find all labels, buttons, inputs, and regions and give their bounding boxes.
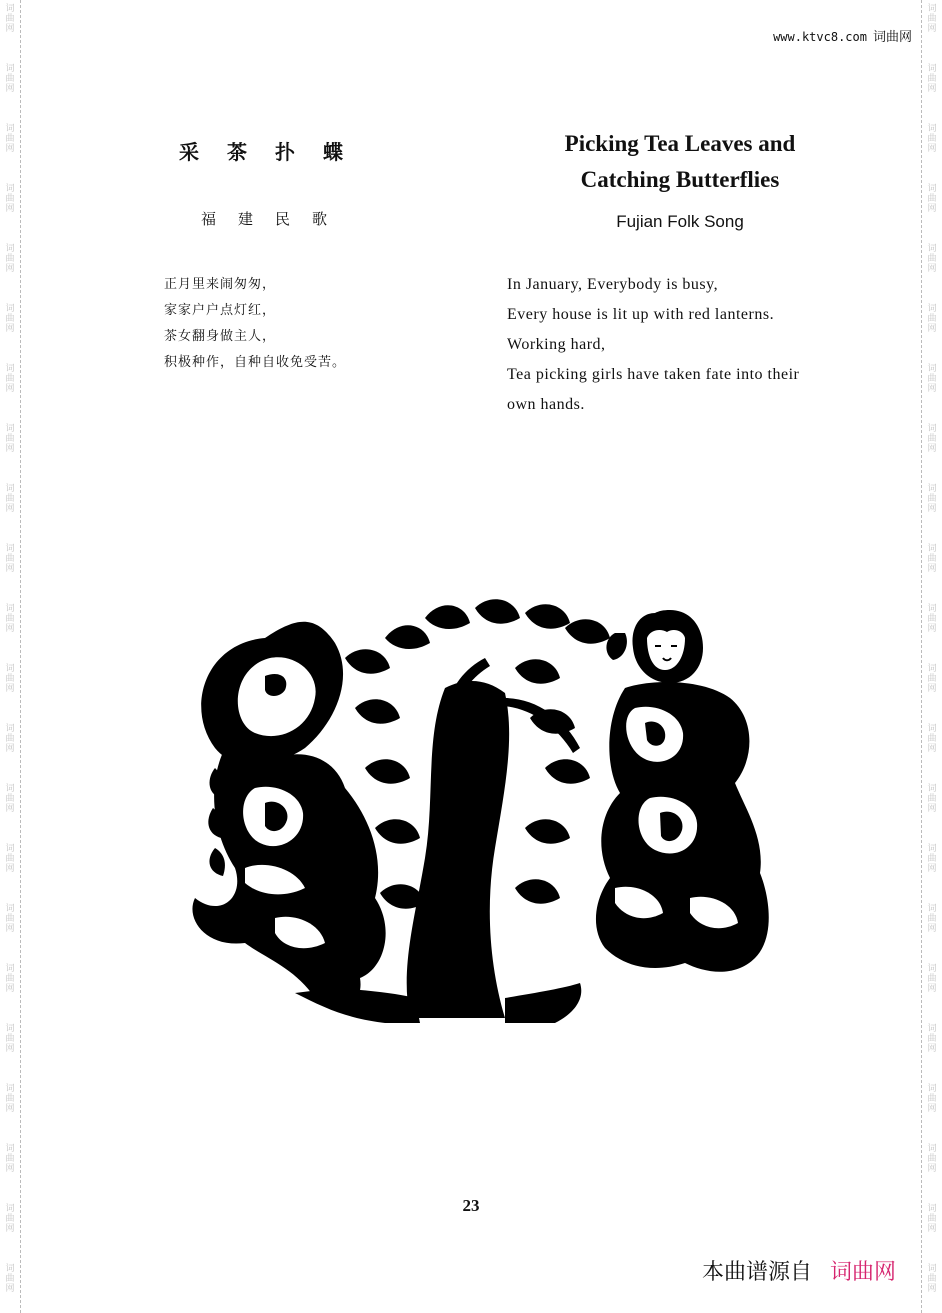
watermark-glyph: 网 [5,264,15,274]
watermark-glyph: 曲 [5,614,15,624]
watermark-glyph: 词 [927,4,937,14]
watermark-glyph: 曲 [927,734,937,744]
watermark-glyph: 曲 [927,614,937,624]
watermark-glyph: 网 [5,1224,15,1234]
watermark-glyph-group [2,1024,18,1054]
watermark-glyph: 网 [927,684,937,694]
chinese-title: 采茶扑蝶 [179,140,371,164]
english-lyric-line: In January, Everybody is busy, [507,276,719,293]
watermark-glyph: 词 [5,424,15,434]
footer-credit[interactable] [702,1255,896,1286]
watermark-glyph: 曲 [5,734,15,744]
watermark-glyph: 曲 [927,554,937,564]
watermark-glyph: 曲 [927,1274,937,1284]
watermark-glyph: 曲 [5,134,15,144]
watermark-glyph-group [2,124,18,154]
watermark-glyph: 网 [927,1164,937,1174]
english-lyric-line: Every house is lit up with red lanterns. [507,306,775,323]
watermark-glyph-group [2,544,18,574]
watermark-glyph-group [924,484,940,514]
watermark-glyph: 曲 [927,194,937,204]
watermark-glyph-group [924,124,940,154]
watermark-glyph: 曲 [927,914,937,924]
chinese-lyric-line: 家家户户点灯红， [164,303,277,318]
watermark-glyph-group [2,424,18,454]
watermark-glyph: 曲 [927,794,937,804]
watermark-glyph: 网 [927,24,937,34]
chinese-subtitle: 福建民歌 [200,210,349,228]
watermark-glyph: 曲 [927,1214,937,1224]
watermark-glyph-group [2,184,18,214]
watermark-glyph: 曲 [5,254,15,264]
watermark-glyph: 词 [5,1144,15,1154]
watermark-glyph: 曲 [5,554,15,564]
watermark-glyph: 词 [5,904,15,914]
watermark-glyph-group [924,964,940,994]
watermark-glyph: 曲 [5,1094,15,1104]
watermark-glyph: 词 [927,724,937,734]
english-lyric-line: Working hard, [507,336,606,353]
watermark-glyph: 词 [5,244,15,254]
watermark-glyph: 词 [927,64,937,74]
watermark-glyph-group [924,244,940,274]
watermark-glyph-group [2,1144,18,1174]
watermark-glyph-group [2,1264,18,1294]
watermark-glyph: 网 [927,264,937,274]
right-watermark-strip [921,0,942,1313]
watermark-glyph: 曲 [5,1034,15,1044]
watermark-glyph: 网 [927,984,937,994]
watermark-glyph: 网 [5,1164,15,1174]
watermark-glyph: 网 [927,204,937,214]
watermark-glyph: 词 [5,784,15,794]
watermark-glyph: 网 [5,204,15,214]
watermark-glyph: 词 [5,64,15,74]
watermark-glyph: 词 [927,124,937,134]
watermark-glyph: 词 [927,664,937,674]
watermark-glyph: 词 [5,1264,15,1274]
watermark-glyph: 网 [5,684,15,694]
watermark-glyph: 词 [5,304,15,314]
watermark-glyph: 词 [927,844,937,854]
footer-brand-link[interactable]: 词曲网 [829,1260,896,1285]
chinese-lyrics [164,272,424,376]
watermark-glyph: 曲 [5,434,15,444]
watermark-glyph: 曲 [927,434,937,444]
watermark-glyph: 曲 [5,854,15,864]
watermark-glyph: 曲 [927,74,937,84]
papercut-illustration [185,598,775,1028]
watermark-glyph: 词 [927,364,937,374]
watermark-glyph: 网 [927,1224,937,1234]
watermark-glyph: 网 [5,1044,15,1054]
watermark-glyph: 曲 [5,674,15,684]
watermark-glyph: 网 [927,384,937,394]
watermark-glyph: 网 [927,1104,937,1114]
english-title [520,126,840,198]
watermark-glyph: 网 [5,444,15,454]
watermark-glyph-group [2,904,18,934]
watermark-glyph: 词 [927,904,937,914]
watermark-glyph-group [2,664,18,694]
watermark-glyph-group [924,184,940,214]
watermark-glyph: 网 [927,924,937,934]
english-lyric-line: Tea picking girls have taken fate into their [507,366,800,383]
watermark-glyph: 曲 [5,14,15,24]
watermark-glyph-group [2,964,18,994]
watermark-glyph: 曲 [927,374,937,384]
watermark-glyph: 网 [927,504,937,514]
watermark-glyph: 网 [5,384,15,394]
watermark-glyph: 词 [927,964,937,974]
page-number: 23 [462,1196,480,1215]
tree-trunk [407,681,509,1018]
watermark-glyph: 网 [5,984,15,994]
footer-credit-text: 本曲谱源自 [701,1260,812,1285]
watermark-glyph: 词 [5,604,15,614]
english-lyric-line: own hands. [507,396,585,413]
watermark-glyph: 曲 [5,914,15,924]
watermark-glyph: 网 [5,804,15,814]
chinese-lyric-line: 积极种作，自种自收免受苦。 [164,355,347,370]
watermark-glyph: 网 [5,744,15,754]
site-name[interactable]: 词曲网 [872,30,912,45]
watermark-glyph: 网 [927,864,937,874]
watermark-glyph: 网 [5,564,15,574]
watermark-glyph: 网 [927,564,937,574]
watermark-glyph: 词 [927,1204,937,1214]
watermark-glyph: 曲 [927,1154,937,1164]
watermark-glyph: 网 [927,444,937,454]
watermark-glyph: 词 [927,184,937,194]
watermark-glyph: 曲 [927,14,937,24]
watermark-glyph: 曲 [5,794,15,804]
watermark-glyph-group [924,904,940,934]
watermark-glyph: 曲 [927,134,937,144]
watermark-glyph: 词 [927,784,937,794]
watermark-glyph: 曲 [927,1094,937,1104]
watermark-glyph: 网 [927,1284,937,1294]
watermark-glyph: 网 [927,324,937,334]
watermark-glyph: 词 [5,484,15,494]
watermark-glyph: 词 [5,664,15,674]
watermark-glyph-group [924,364,940,394]
watermark-glyph-group [2,4,18,34]
watermark-glyph: 词 [927,484,937,494]
watermark-glyph: 网 [927,84,937,94]
watermark-glyph: 曲 [927,1034,937,1044]
watermark-glyph: 词 [5,964,15,974]
watermark-glyph: 网 [5,144,15,154]
left-watermark-strip [0,0,21,1313]
watermark-glyph: 网 [5,84,15,94]
watermark-glyph: 曲 [5,1214,15,1224]
watermark-glyph: 词 [5,544,15,554]
watermark-glyph: 曲 [5,1274,15,1284]
english-title-line: Catching Butterflies [580,167,780,192]
watermark-glyph-group [2,64,18,94]
watermark-glyph: 词 [927,1144,937,1154]
watermark-glyph-group [924,664,940,694]
watermark-glyph: 词 [927,1264,937,1274]
watermark-glyph-group [2,844,18,874]
watermark-glyph-group [924,784,940,814]
watermark-glyph: 词 [5,1204,15,1214]
watermark-glyph-group [2,604,18,634]
watermark-glyph: 网 [927,1044,937,1054]
watermark-glyph-group [924,424,940,454]
watermark-glyph: 词 [5,1084,15,1094]
watermark-glyph-group [924,1024,940,1054]
watermark-glyph: 词 [927,1084,937,1094]
watermark-glyph-group [2,364,18,394]
watermark-glyph: 网 [927,144,937,154]
watermark-glyph: 词 [5,184,15,194]
watermark-glyph: 网 [5,24,15,34]
watermark-glyph-group [2,244,18,274]
watermark-glyph: 词 [5,364,15,374]
watermark-glyph: 词 [927,544,937,554]
watermark-glyph: 词 [5,4,15,14]
watermark-glyph-group [924,604,940,634]
watermark-glyph: 网 [5,324,15,334]
watermark-glyph: 网 [5,504,15,514]
watermark-glyph-group [924,4,940,34]
watermark-glyph: 曲 [927,314,937,324]
watermark-glyph: 词 [927,424,937,434]
watermark-glyph-group [2,484,18,514]
watermark-glyph: 曲 [5,374,15,384]
watermark-glyph: 词 [927,604,937,614]
watermark-glyph: 曲 [5,1154,15,1164]
watermark-glyph: 词 [5,124,15,134]
watermark-glyph: 曲 [5,314,15,324]
watermark-glyph-group [2,724,18,754]
watermark-glyph-group [924,544,940,574]
watermark-glyph: 曲 [5,194,15,204]
watermark-glyph-group [924,724,940,754]
watermark-glyph: 网 [5,924,15,934]
site-url[interactable]: www.ktvc8.com [773,30,867,44]
watermark-glyph: 曲 [5,74,15,84]
english-subtitle: Fujian Folk Song [616,212,744,231]
site-header[interactable] [773,26,912,45]
chinese-lyric-line: 正月里来闹匆匆， [164,277,277,292]
watermark-glyph: 词 [927,1024,937,1034]
watermark-glyph-group [2,1084,18,1114]
watermark-glyph: 网 [927,744,937,754]
watermark-glyph: 词 [927,244,937,254]
watermark-glyph-group [924,1144,940,1174]
watermark-glyph: 词 [927,304,937,314]
watermark-glyph-group [924,64,940,94]
watermark-glyph: 曲 [927,974,937,984]
watermark-glyph: 曲 [927,494,937,504]
watermark-glyph: 词 [5,844,15,854]
watermark-glyph: 网 [5,1104,15,1114]
watermark-glyph: 网 [927,804,937,814]
watermark-glyph: 曲 [927,854,937,864]
watermark-glyph: 词 [5,1024,15,1034]
chinese-lyric-line: 茶女翻身做主人， [164,329,277,344]
watermark-glyph: 词 [5,724,15,734]
watermark-glyph-group [924,1264,940,1294]
watermark-glyph-group [924,844,940,874]
english-title-line: Picking Tea Leaves and [564,131,796,156]
watermark-glyph-group [2,304,18,334]
watermark-glyph: 网 [5,864,15,874]
watermark-glyph: 网 [5,1284,15,1294]
watermark-glyph: 曲 [5,494,15,504]
watermark-glyph-group [924,1084,940,1114]
watermark-glyph: 网 [5,624,15,634]
watermark-glyph: 曲 [5,974,15,984]
english-lyrics [507,270,867,420]
watermark-glyph-group [2,784,18,814]
watermark-glyph-group [924,304,940,334]
watermark-glyph: 曲 [927,254,937,264]
watermark-glyph: 网 [927,624,937,634]
watermark-glyph: 曲 [927,674,937,684]
